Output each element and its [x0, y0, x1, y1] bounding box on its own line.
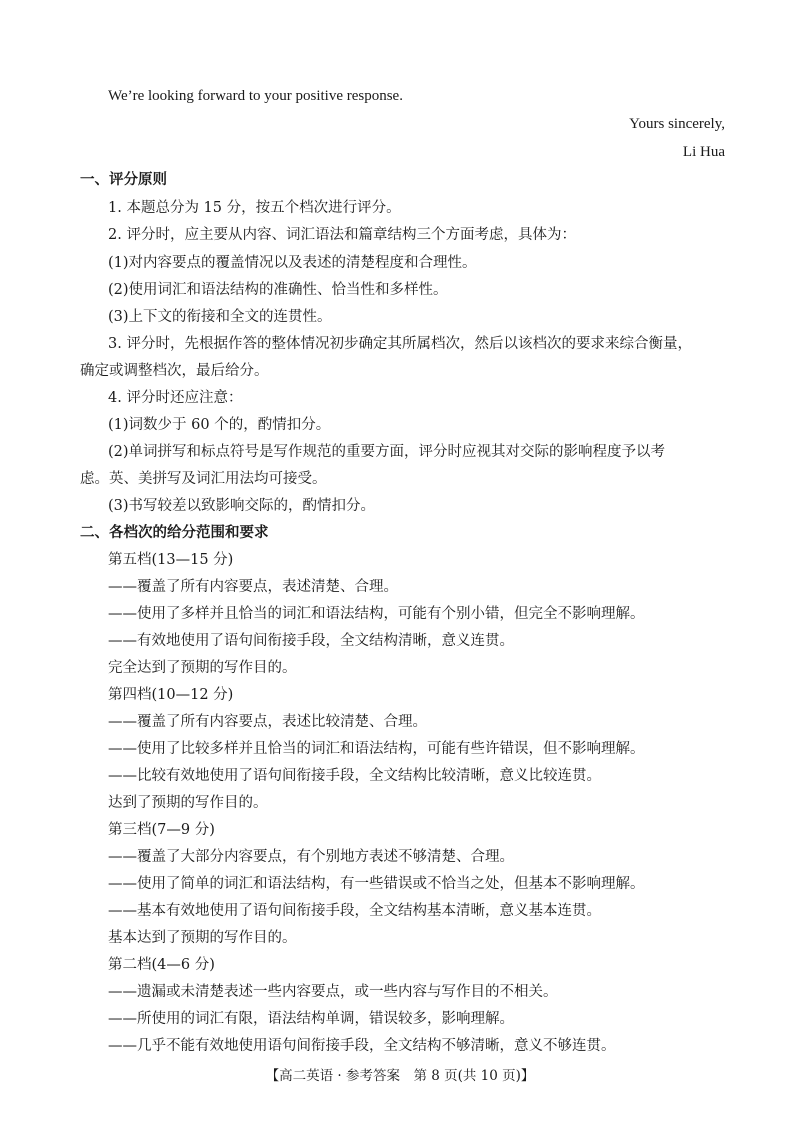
grade-criterion: ——有效地使用了语句间衔接手段，全文结构清晰，意义连贯。	[108, 633, 514, 649]
section1-item: 3. 评分时，先根据作答的整体情况初步确定其所属档次，然后以该档次的要求来综合衡量，	[108, 336, 692, 352]
grade-summary: 完全达到了预期的写作目的。	[108, 660, 297, 676]
page-footer: 【高二英语 · 参考答案 第 8 页(共 10 页)】	[265, 1068, 535, 1084]
section1-item: 1. 本题总分为 15 分，按五个档次进行评分。	[108, 200, 401, 216]
grade-level-title: 第五档(13—15 分)	[108, 552, 234, 568]
grade-criterion: ——遗漏或未清楚表述一些内容要点，或一些内容与写作目的不相关。	[108, 984, 558, 1000]
grade-criterion: ——比较有效地使用了语句间衔接手段，全文结构比较清晰，意义比较连贯。	[108, 768, 601, 784]
letter-signature-name: Li Hua	[682, 144, 725, 160]
section1-item: (2)单词拼写和标点符号是写作规范的重要方面，评分时应视其对交际的影响程度予以考	[108, 444, 666, 460]
grade-criterion: ——使用了多样并且恰当的词汇和语法结构，可能有个别小错，但完全不影响理解。	[108, 606, 645, 622]
grade-summary: 基本达到了预期的写作目的。	[108, 930, 297, 946]
grade-criterion: ——几乎不能有效地使用语句间衔接手段，全文结构不够清晰，意义不够连贯。	[108, 1038, 616, 1054]
section1-item: 2. 评分时，应主要从内容、词汇语法和篇章结构三个方面考虑，具体为：	[108, 227, 576, 243]
section2-heading: 二、各档次的给分范围和要求	[80, 525, 269, 541]
grade-level-title: 第三档(7—9 分)	[108, 822, 215, 838]
section1-item: (3)书写较差以致影响交际的，酌情扣分。	[108, 498, 376, 514]
letter-signoff: Yours sincerely,	[629, 116, 725, 132]
grade-level-title: 第四档(10—12 分)	[108, 687, 234, 703]
section1-item: 虑。英、美拼写及词汇用法均可接受。	[80, 471, 327, 487]
section1-item: 4. 评分时还应注意：	[108, 390, 243, 406]
grade-criterion: ——基本有效地使用了语句间衔接手段，全文结构基本清晰，意义基本连贯。	[108, 903, 601, 919]
grade-summary: 达到了预期的写作目的。	[108, 795, 268, 811]
section1-item: (1)对内容要点的覆盖情况以及表述的清楚程度和合理性。	[108, 255, 477, 271]
section1-item: (3)上下文的衔接和全文的连贯性。	[108, 309, 332, 325]
letter-closing-line: We’re looking forward to your positive response.	[108, 88, 403, 104]
grade-level-title: 第二档(4—6 分)	[108, 957, 215, 973]
grade-criterion: ——使用了简单的词汇和语法结构，有一些错误或不恰当之处，但基本不影响理解。	[108, 876, 645, 892]
grade-criterion: ——覆盖了大部分内容要点，有个别地方表述不够清楚、合理。	[108, 849, 514, 865]
section1-heading: 一、评分原则	[80, 172, 167, 188]
section1-item: 确定或调整档次，最后给分。	[80, 363, 269, 379]
section1-item: (2)使用词汇和语法结构的准确性、恰当性和多样性。	[108, 282, 448, 298]
grade-criterion: ——所使用的词汇有限，语法结构单调，错误较多，影响理解。	[108, 1011, 514, 1027]
section1-item: (1)词数少于 60 个的，酌情扣分。	[108, 417, 331, 433]
grade-criterion: ——覆盖了所有内容要点，表述清楚、合理。	[108, 579, 398, 595]
grade-criterion: ——使用了比较多样并且恰当的词汇和语法结构，可能有些许错误，但不影响理解。	[108, 741, 645, 757]
grade-criterion: ——覆盖了所有内容要点，表述比较清楚、合理。	[108, 714, 427, 730]
